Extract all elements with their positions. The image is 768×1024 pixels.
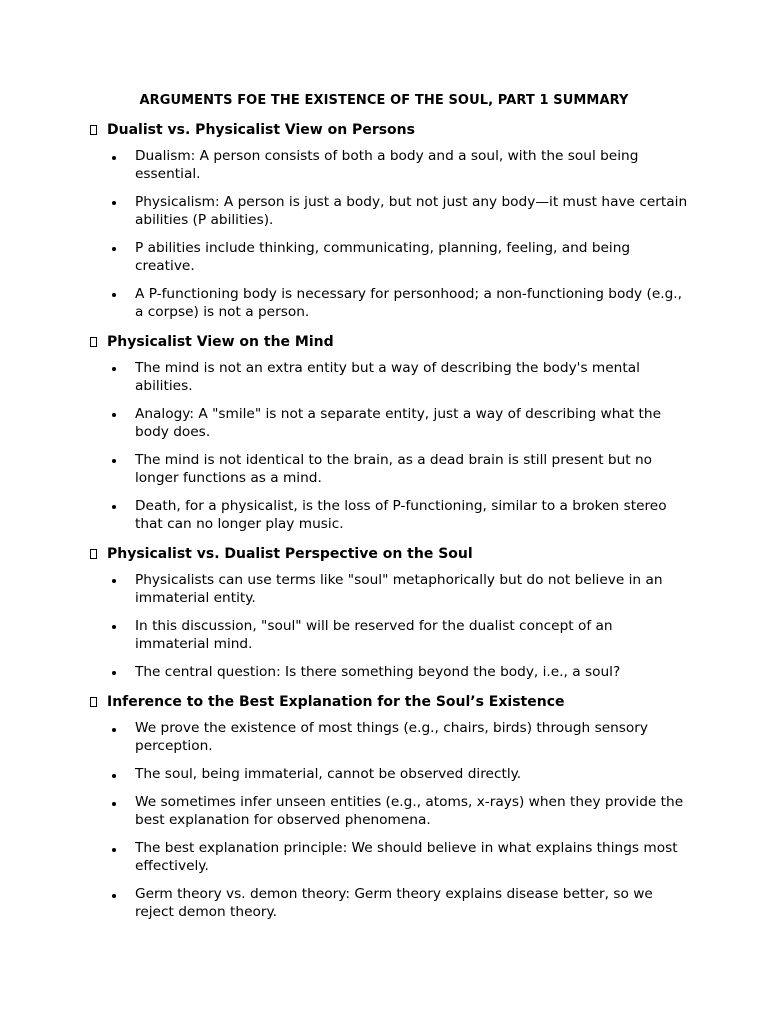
section-heading-text: Physicalist vs. Dualist Perspective on the Soul (107, 545, 473, 562)
list-item (90, 452, 690, 488)
list-item-text: The mind is not identical to the brain, as a dead brain is still present but no longer functions as a mind. (135, 451, 653, 486)
list-item-text: The mind is not an extra entity but a way of describing the body's mental abilities. (135, 359, 640, 394)
list-item-text: P abilities include thinking, communicating, planning, feeling, and being creative. (135, 239, 631, 274)
bullet-icon (112, 894, 116, 898)
list-item (90, 240, 690, 276)
list-item (90, 618, 690, 654)
bullet-icon (112, 293, 116, 297)
list-item (90, 886, 690, 922)
bullet-icon (112, 201, 116, 205)
bullet-icon (112, 156, 116, 160)
list-item (90, 720, 690, 756)
bullet-list (90, 360, 690, 534)
bullet-icon (112, 459, 116, 463)
document-body (90, 120, 690, 932)
list-item-text: The soul, being immaterial, cannot be observed directly. (135, 766, 522, 783)
bullet-list (90, 572, 690, 682)
bullet-list (90, 148, 690, 322)
missing-glyph-icon (90, 549, 97, 559)
bullet-icon (112, 625, 116, 629)
list-item-text: We sometimes infer unseen entities (e.g., atoms, x-rays) when they provide the best explanation for observed phenomena. (135, 794, 684, 828)
bullet-icon (112, 728, 116, 732)
bullet-icon (112, 671, 116, 675)
bullet-icon (112, 848, 116, 852)
list-item-text: The central question: Is there something beyond the body, i.e., a soul? (135, 663, 621, 680)
bullet-icon (112, 802, 116, 806)
bullet-icon (112, 247, 116, 251)
section-heading (90, 692, 690, 712)
section-heading-text: Physicalist View on the Mind (107, 333, 334, 350)
bullet-icon (112, 413, 116, 417)
list-item (90, 194, 690, 230)
list-item-text: Physicalists can use terms like "soul" metaphorically but do not believe in an immaterial entity. (135, 571, 663, 606)
list-item (90, 360, 690, 396)
list-item-text: The best explanation principle: We should believe in what explains things most effectively. (135, 840, 678, 874)
list-item-text: Analogy: A "smile" is not a separate entity, just a way of describing what the body does. (135, 405, 661, 440)
missing-glyph-icon (90, 697, 97, 707)
list-item (90, 840, 690, 876)
list-item (90, 406, 690, 442)
list-item (90, 286, 690, 322)
list-item-text: In this discussion, "soul" will be reserved for the dualist concept of an immaterial mind. (135, 617, 613, 652)
list-item-text: We prove the existence of most things (e.g., chairs, birds) through sensory perception. (135, 720, 649, 754)
list-item (90, 794, 690, 830)
section-4 (90, 692, 690, 922)
list-item (90, 766, 690, 784)
list-item-text: Germ theory vs. demon theory: Germ theory explains disease better, so we reject demon theory. (135, 886, 653, 920)
section-3 (90, 544, 690, 682)
bullet-list (90, 720, 690, 922)
section-heading (90, 544, 690, 564)
section-1 (90, 120, 690, 322)
missing-glyph-icon (90, 125, 97, 135)
section-heading (90, 332, 690, 352)
list-item (90, 664, 690, 682)
section-2 (90, 332, 690, 534)
section-heading (90, 120, 690, 140)
bullet-icon (112, 579, 116, 583)
list-item (90, 148, 690, 184)
list-item-text: A P-functioning body is necessary for personhood; a non-functioning body (e.g., a corpse) is not a person. (135, 285, 682, 320)
bullet-icon (112, 505, 116, 509)
list-item (90, 572, 690, 608)
missing-glyph-icon (90, 337, 97, 347)
list-item-text: Dualism: A person consists of both a body and a soul, with the soul being essential. (135, 148, 639, 182)
document-title: ARGUMENTS FOE THE EXISTENCE OF THE SOUL, PART 1 SUMMARY (139, 93, 629, 108)
section-heading-text: Inference to the Best Explanation for the Soul’s Existence (107, 694, 565, 711)
list-item-text: Death, for a physicalist, is the loss of P-functioning, similar to a broken stereo that can no longer play music. (135, 497, 667, 532)
list-item-text: Physicalism: A person is just a body, but not just any body—it must have certain abilities (P abilities). (135, 193, 688, 228)
bullet-icon (112, 774, 116, 778)
section-heading-text: Dualist vs. Physicalist View on Persons (107, 122, 415, 138)
bullet-icon (112, 367, 116, 371)
list-item (90, 498, 690, 534)
